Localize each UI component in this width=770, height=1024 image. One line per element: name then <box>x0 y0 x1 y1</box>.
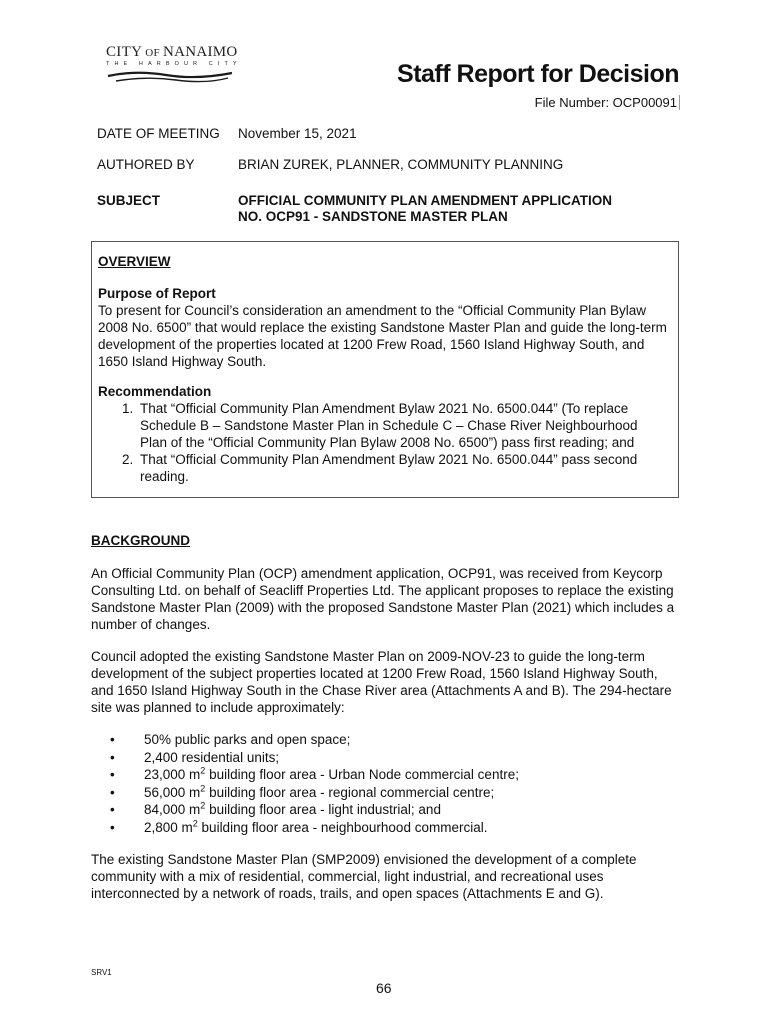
list-item: • 56,000 $m^2$ building floor area - regional commercial centre; <box>136 784 519 802</box>
background-paragraph-3: The existing Sandstone Master Plan (SMP2009) envisioned the development of a complete community with a mix of residential, commercial, light industrial, and recreational uses interconnected by a network of roads, trails, and open spaces (Attachments E and G). <box>91 852 637 901</box>
logo-wordmark: CITY OF NANAIMO <box>106 44 238 60</box>
approximate-uses-list <box>91 731 519 836</box>
background-heading: BACKGROUND <box>91 533 190 548</box>
list-item: • 23,000 $m^2$ building floor area - Urban Node commercial centre; <box>136 766 519 784</box>
overview-heading: OVERVIEW <box>98 254 171 269</box>
logo-wave-icon <box>106 68 234 84</box>
background-paragraph-1: An Official Community Plan (OCP) amendment application, OCP91, was received from Keycorp Consulting Ltd. on behalf of Seacliff Properties Ltd. The applicant proposes to replace the existing Sandstone Master Plan (2009) with the proposed Sandstone Master Plan (2021) which includes a number of changes. <box>91 566 675 632</box>
file-number: File Number: OCP00091 <box>535 95 680 110</box>
city-logo <box>106 44 242 84</box>
recommendation-list <box>92 400 664 485</box>
list-item: • 50% public parks and open space; <box>136 731 519 749</box>
list-item: • 2,800 $m^2$ building floor area - neighbourhood commercial. <box>136 819 519 837</box>
report-title: Staff Report for Decision <box>397 60 679 88</box>
background-paragraph-2: Council adopted the existing Sandstone Master Plan on 2009-NOV-23 to guide the long-term development of the subject properties located at 1200 Frew Road, 1560 Island Highway South, and 1650 Island Highway South in the Chase River area (Attachments A and B). The 294-hectare site was planned to include approximately: <box>91 649 672 715</box>
subject-line-1: OFFICIAL COMMUNITY PLAN AMENDMENT APPLICATION <box>238 193 612 208</box>
overview-box <box>91 241 679 498</box>
subject-line-2: NO. OCP91 - SANDSTONE MASTER PLAN <box>238 209 508 224</box>
purpose-text: To present for Council’s consideration an amendment to the “Official Community Plan Bylaw 2008 No. 6500” that would replace the existing Sandstone Master Plan and guide the long-term development of the properties located at 1200 Frew Road, 1560 Island Highway South, and 1650 Island Highway South. <box>98 303 667 369</box>
list-item: • 84,000 $m^2$ building floor area - light industrial; and <box>136 801 519 819</box>
recommendation-list-wrap <box>92 400 664 485</box>
footer-code: SRV1 <box>91 968 112 977</box>
subject-label: SUBJECT <box>97 193 161 208</box>
recommendation-item: 1. That “Official Community Plan Amendment Bylaw 2021 No. 6500.044” (To replace Schedule B – Sandstone Master Plan in Schedule C – Chase River Neighbourhood Plan of the “Official Community Plan Bylaw 2008 No. 6500”) pass first reading; and <box>137 400 664 451</box>
authored-by-label: AUTHORED BY <box>97 157 195 172</box>
meeting-date-label: DATE OF MEETING <box>97 126 220 141</box>
authored-by-value: BRIAN ZUREK, PLANNER, COMMUNITY PLANNING <box>238 157 564 172</box>
logo-tagline: THE HARBOUR CITY <box>106 61 242 67</box>
page-number: 66 <box>376 980 392 996</box>
list-item: • 2,400 residential units; <box>136 749 519 767</box>
recommendation-heading: Recommendation <box>98 384 212 399</box>
meeting-date-value: November 15, 2021 <box>238 126 357 141</box>
recommendation-item: 2. That “Official Community Plan Amendment Bylaw 2021 No. 6500.044” pass second reading. <box>137 451 664 485</box>
purpose-heading: Purpose of Report <box>98 286 216 301</box>
